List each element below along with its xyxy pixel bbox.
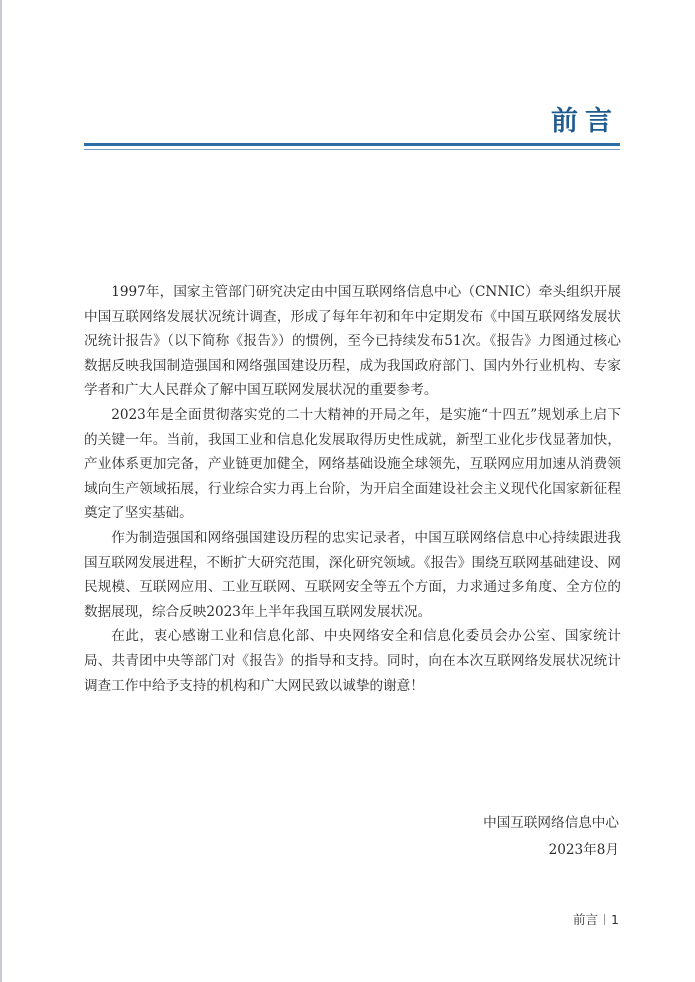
- page-footer: [573, 910, 619, 928]
- signature-organization: 中国互联网络信息中心: [483, 815, 619, 831]
- preface-body: [84, 280, 621, 698]
- title-rule-thick: [84, 143, 620, 146]
- footer-separator: [604, 914, 605, 925]
- page-left-edge: [0, 0, 2, 982]
- paragraph-2: 2023年是全面贯彻落实党的二十大精神的开局之年，是实施“十四五”规划承上启下的关键一年。当前，我国工业和信息化发展取得历史性成就，新型工业化步伐显著加快，产业体系更加完备，产业链更加健全，网络基础设施全球领先，互联网应用加速从消费领域向生产领域拓展，行业综合实力再上台阶，为开启全面建设社会主义现代化国家新征程奠定了坚实基础。: [84, 406, 621, 522]
- paragraph-4: 在此，衷心感谢工业和信息化部、中央网络安全和信息化委员会办公室、国家统计局、共青团中央等部门对《报告》的指导和支持。同时，向在本次互联网络发展状况统计调查工作中给予支持的机构和广大网民致以诚挚的谢意！: [84, 628, 621, 694]
- footer-page-number: 1: [611, 911, 619, 927]
- title-rule-thin: [84, 149, 620, 150]
- paragraph-1: 1997年，国家主管部门研究决定由中国互联网络信息中心（CNNIC）牵头组织开展中国互联网络发展状况统计调查，形成了每年年初和年中定期发布《中国互联网络发展状况统计报告》（以下简称《报告》）的惯例，至今已持续发布51次。《报告》力图通过核心数据反映我国制造强国和网络强国建设历程，成为我国政府部门、国内外行业机构、专家学者和广大人民群众了解中国互联网发展状况的重要参考。: [84, 284, 621, 399]
- paragraph-3: 作为制造强国和网络强国建设历程的忠实记录者，中国互联网络信息中心持续跟进我国互联网发展进程，不断扩大研究范围，深化研究领域。《报告》围绕互联网基础建设、网民规模、互联网应用、工业互联网、互联网安全等五个方面，力求通过多角度、全方位的数据展现，综合反映2023年上半年我国互联网发展状况。: [84, 529, 621, 620]
- signature-date: 2023年8月: [548, 842, 619, 858]
- footer-section: 前言: [573, 912, 599, 927]
- page-title: 前言: [551, 106, 619, 137]
